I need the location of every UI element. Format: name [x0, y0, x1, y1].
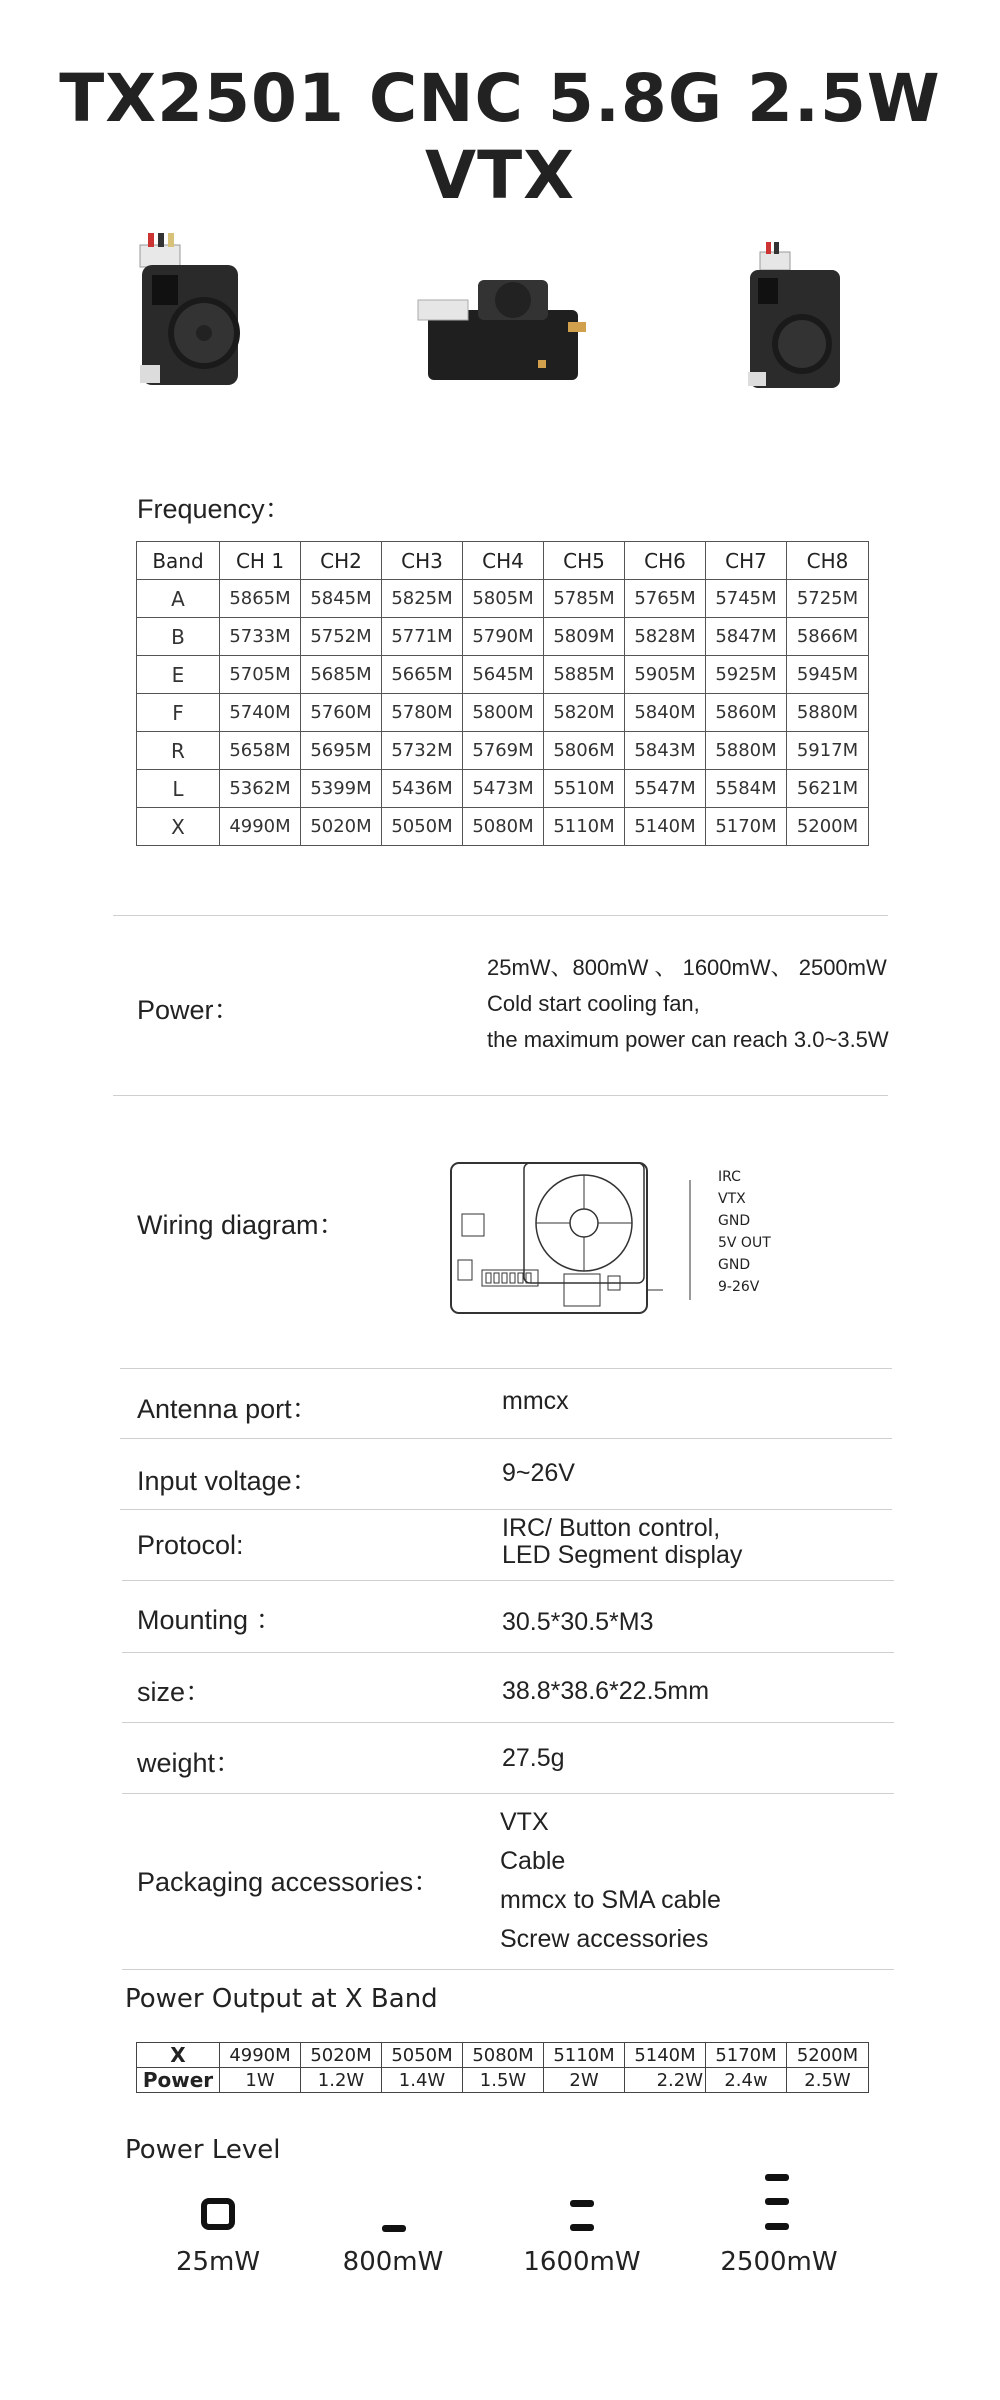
band-cell: L — [137, 770, 220, 808]
frequency-cell: 5805M — [463, 580, 544, 618]
frequency-cell: 5725M — [787, 580, 869, 618]
band-cell: A — [137, 580, 220, 618]
column-header: CH2 — [301, 542, 382, 580]
wiring-pin: GND — [718, 1257, 751, 1273]
segment-display-max-icon — [764, 2173, 790, 2233]
frequency-row — [137, 770, 869, 808]
frequency-cell: 5473M — [463, 770, 544, 808]
wiring-pin: 5V OUT — [718, 1235, 771, 1251]
frequency-row — [137, 656, 869, 694]
frequency-cell: 5880M — [787, 694, 869, 732]
frequency-cell: 5885M — [544, 656, 625, 694]
power-cell: 2.5W — [787, 2068, 869, 2093]
voltage-label: Input voltage： — [137, 1466, 319, 1496]
power-line-3: the maximum power can reach 3.0~3.5W — [487, 1027, 889, 1052]
frequency-cell: 5840M — [625, 694, 706, 732]
frequency-cell: 5790M — [463, 618, 544, 656]
frequency-row — [137, 694, 869, 732]
frequency-cell: 5865M — [220, 580, 301, 618]
wiring-diagram — [448, 1160, 668, 1320]
power-level-label: 1600mW — [523, 2247, 641, 2277]
product-image-front — [100, 215, 270, 405]
segment-display-mid-icon — [569, 2199, 595, 2233]
power-output-table — [136, 2042, 869, 2093]
frequency-cell: 5905M — [625, 656, 706, 694]
frequency-cell: 5769M — [463, 732, 544, 770]
column-header: CH8 — [787, 542, 869, 580]
frequency-cell: 5510M — [544, 770, 625, 808]
divider — [120, 1438, 892, 1439]
frequency-cell: 5362M — [220, 770, 301, 808]
divider — [122, 1580, 894, 1581]
packaging-item: VTX — [500, 1808, 549, 1836]
frequency-cell: 5685M — [301, 656, 382, 694]
weight-label: weight： — [137, 1748, 243, 1778]
antenna-label: Antenna port： — [137, 1394, 319, 1424]
power-output-heading: Power Output at X Band — [125, 1984, 438, 2014]
frequency-cell: 5925M — [706, 656, 787, 694]
wiring-label: Wiring diagram： — [137, 1210, 346, 1240]
frequency-cell: 5170M — [706, 808, 787, 846]
freq-cell: 4990M — [220, 2043, 301, 2068]
protocol-value — [502, 1515, 742, 1569]
frequency-cell: 5866M — [787, 618, 869, 656]
segment-display-0-icon — [200, 2198, 236, 2230]
segment-display-low-icon — [381, 2224, 407, 2234]
frequency-cell: 5847M — [706, 618, 787, 656]
frequency-cell: 5740M — [220, 694, 301, 732]
frequency-cell: 5020M — [301, 808, 382, 846]
band-cell: F — [137, 694, 220, 732]
frequency-cell: 5080M — [463, 808, 544, 846]
frequency-cell: 5621M — [787, 770, 869, 808]
column-header: CH 1 — [220, 542, 301, 580]
frequency-cell: 5771M — [382, 618, 463, 656]
frequency-cell: 5760M — [301, 694, 382, 732]
frequency-cell: 5584M — [706, 770, 787, 808]
column-header: CH6 — [625, 542, 706, 580]
frequency-row — [137, 618, 869, 656]
frequency-cell: 5705M — [220, 656, 301, 694]
wiring-pin: VTX — [718, 1191, 746, 1207]
frequency-cell: 5733M — [220, 618, 301, 656]
packaging-item: Screw accessories — [500, 1925, 709, 1953]
frequency-cell: 5752M — [301, 618, 382, 656]
frequency-cell: 5806M — [544, 732, 625, 770]
column-header: CH7 — [706, 542, 787, 580]
band-cell: B — [137, 618, 220, 656]
frequency-cell: 5765M — [625, 580, 706, 618]
wiring-pin: GND — [718, 1213, 751, 1229]
frequency-cell: 5050M — [382, 808, 463, 846]
freq-cell: 5140M — [625, 2043, 706, 2068]
freq-cell: 5170M — [706, 2043, 787, 2068]
packaging-item: Cable — [500, 1847, 566, 1875]
packaging-item: mmcx to SMA cable — [500, 1886, 721, 1914]
row-label: Power — [137, 2068, 220, 2093]
power-level-label: 25mW — [175, 2247, 261, 2277]
page-title: TX2501 CNC 5.8G 2.5W VTX — [59, 60, 941, 214]
frequency-cell: 5732M — [382, 732, 463, 770]
divider — [122, 1722, 894, 1723]
column-header: CH5 — [544, 542, 625, 580]
freq-cell: 5050M — [382, 2043, 463, 2068]
column-header: CH3 — [382, 542, 463, 580]
wiring-pin-list — [718, 1166, 771, 1298]
freq-cell: 5200M — [787, 2043, 869, 2068]
frequency-cell: 5843M — [625, 732, 706, 770]
frequency-cell: 5825M — [382, 580, 463, 618]
frequency-row — [137, 808, 869, 846]
frequency-cell: 5399M — [301, 770, 382, 808]
wiring-pin: 9-26V — [718, 1279, 760, 1295]
frequency-cell: 5780M — [382, 694, 463, 732]
freq-cell: 5110M — [544, 2043, 625, 2068]
freq-cell: 5020M — [301, 2043, 382, 2068]
frequency-cell: 5945M — [787, 656, 869, 694]
antenna-value: mmcx — [502, 1387, 569, 1415]
frequency-cell: 5658M — [220, 732, 301, 770]
frequency-table — [136, 541, 869, 846]
divider — [120, 1509, 892, 1510]
frequency-cell: 5665M — [382, 656, 463, 694]
divider — [122, 1969, 894, 1970]
frequency-cell: 5110M — [544, 808, 625, 846]
column-header: Band — [137, 542, 220, 580]
frequency-cell: 5800M — [463, 694, 544, 732]
voltage-value: 9~26V — [502, 1459, 575, 1487]
frequency-header-row — [137, 542, 869, 580]
frequency-row — [137, 580, 869, 618]
size-value: 38.8*38.6*22.5mm — [502, 1677, 710, 1705]
packaging-label: Packaging accessories： — [137, 1867, 441, 1897]
protocol-label: Protocol: — [137, 1530, 244, 1560]
power-cell: 1W — [220, 2068, 301, 2093]
divider — [120, 1368, 892, 1369]
band-cell: R — [137, 732, 220, 770]
band-cell: X — [137, 808, 220, 846]
weight-value: 27.5g — [502, 1744, 565, 1772]
frequency-cell: 5140M — [625, 808, 706, 846]
frequency-cell: 5745M — [706, 580, 787, 618]
frequency-cell: 5820M — [544, 694, 625, 732]
protocol-value-line: LED Segment display — [502, 1541, 743, 1569]
size-label: size： — [137, 1677, 213, 1707]
frequency-cell: 5860M — [706, 694, 787, 732]
power-cell: 2.2W — [625, 2068, 706, 2093]
frequency-heading: Frequency： — [137, 494, 292, 524]
power-cell: 2W — [544, 2068, 625, 2093]
frequency-cell: 5917M — [787, 732, 869, 770]
power-cell: 1.4W — [382, 2068, 463, 2093]
frequency-cell: 5845M — [301, 580, 382, 618]
power-line-2: Cold start cooling fan, — [487, 991, 700, 1016]
power-cell: 2.4w — [706, 2068, 787, 2093]
packaging-list — [500, 1803, 721, 1959]
power-output-freq-row — [137, 2043, 869, 2068]
wiring-pin: IRC — [718, 1169, 741, 1185]
power-label: Power： — [137, 995, 241, 1025]
power-cell: 1.2W — [301, 2068, 382, 2093]
power-level-label: 800mW — [342, 2247, 444, 2277]
product-image-angle — [730, 232, 860, 402]
frequency-cell: 5828M — [625, 618, 706, 656]
frequency-cell: 5785M — [544, 580, 625, 618]
mounting-label: Mounting ： — [137, 1605, 283, 1635]
power-level-label: 2500mW — [720, 2247, 838, 2277]
frequency-cell: 5880M — [706, 732, 787, 770]
frequency-cell: 5809M — [544, 618, 625, 656]
frequency-cell: 4990M — [220, 808, 301, 846]
power-line-1: 25mW、800mW 、 1600mW、 2500mW — [487, 955, 887, 980]
frequency-cell: 5436M — [382, 770, 463, 808]
divider — [113, 1095, 888, 1096]
product-image-side — [408, 260, 608, 400]
column-header: CH4 — [463, 542, 544, 580]
frequency-cell: 5695M — [301, 732, 382, 770]
row-label: X — [137, 2043, 220, 2068]
frequency-cell: 5547M — [625, 770, 706, 808]
power-level-heading: Power Level — [125, 2135, 281, 2165]
divider — [122, 1793, 894, 1794]
frequency-cell: 5645M — [463, 656, 544, 694]
divider — [122, 1652, 894, 1653]
divider — [113, 915, 888, 916]
protocol-value-line: IRC/ Button control, — [502, 1514, 721, 1542]
freq-cell: 5080M — [463, 2043, 544, 2068]
frequency-row — [137, 732, 869, 770]
frequency-cell: 5200M — [787, 808, 869, 846]
power-output-power-row — [137, 2068, 869, 2093]
power-cell: 1.5W — [463, 2068, 544, 2093]
band-cell: E — [137, 656, 220, 694]
wiring-bracket — [660, 1176, 720, 1304]
mounting-value: 30.5*30.5*M3 — [502, 1608, 654, 1636]
